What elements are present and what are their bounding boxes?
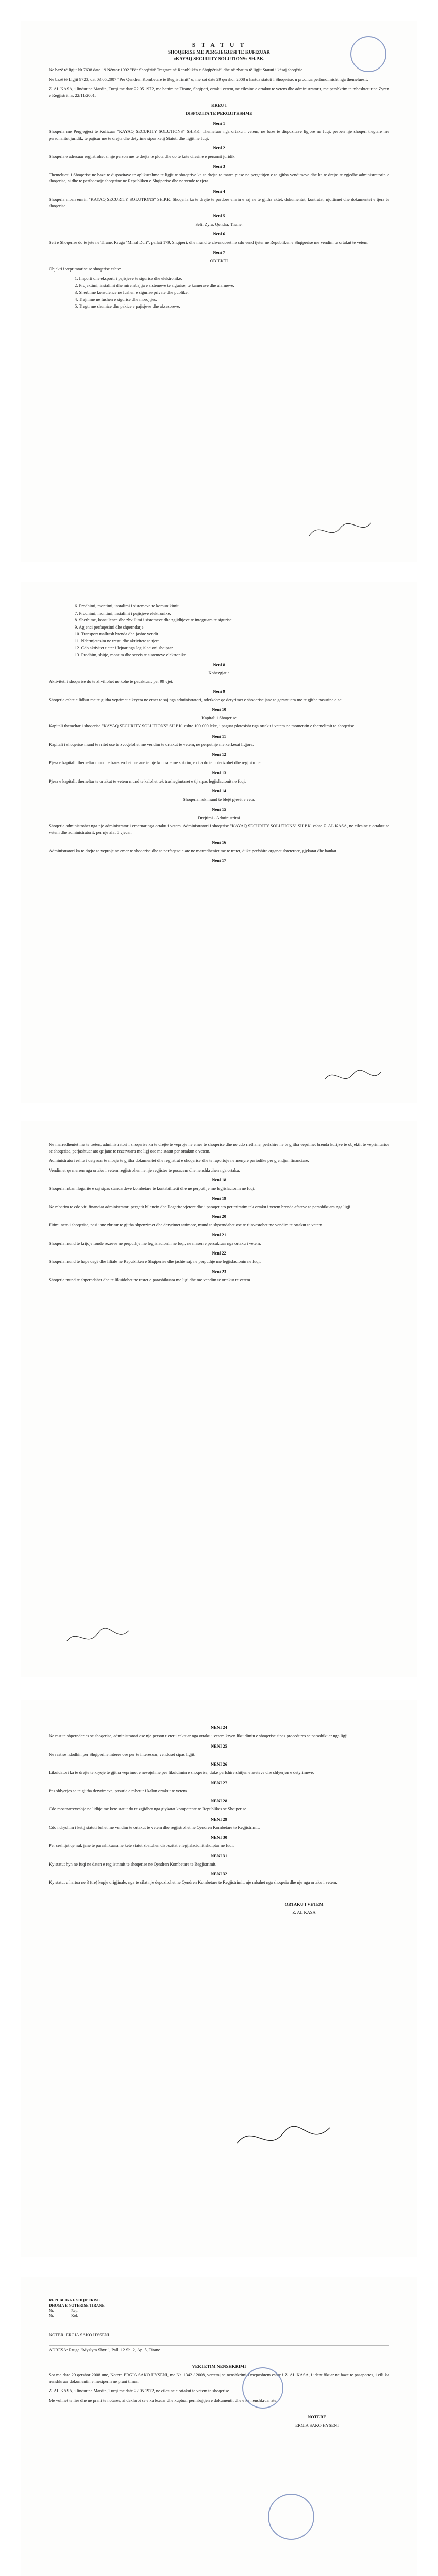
notary-address: ADRESA: Rruga "Myslym Shyri", Pall. 12 Sh. 2, Ap. 5, Tirane — [49, 2347, 160, 2352]
article-heading: NENI 30 — [211, 1835, 227, 1840]
article-text: Administratori eshte i detyruar te mbaje te gjitha dokumentet dhe regjistrat e shoqerise dhe te raportoje ne menyre periodike per gjendjen financiare. — [49, 1158, 309, 1163]
article-text: Ne rast se ndodhin per Shqiperine interes ose per te interesuar, vendoset sipas ligjit. — [49, 1751, 196, 1757]
list-item: 3. Sherbime konsulence ne fushen e sigurise private dhe publike. — [75, 290, 189, 295]
article-heading: NENI 29 — [211, 1816, 227, 1822]
article-heading: Neni 8 — [213, 662, 225, 667]
notary-title: NOTERE — [308, 2414, 326, 2419]
article-text: Shoqeria e adresuar regjistrohet si nje person me te drejta te plota dhe do te kete cilesine e personit juridik. — [49, 154, 236, 159]
article-heading: Neni 18 — [212, 1177, 226, 1182]
article-heading: NENI 27 — [211, 1780, 227, 1785]
article-text: Ne marredheniet me te treten, administratori i shoqerise ka te drejte te veproje ne emer te shoqerise dhe ne cdo rrethane, perfshire ne te gjitha veprimet brenda kufijve te objektit te veprimtarise se shoqerise, perjashtuar ato qe jane te rezervuara me ligj ose me statut per ortakun e vetem. — [49, 1142, 389, 1154]
article-text: Shoqeria nuk mund te blejë pjesët e veta. — [183, 796, 255, 802]
handwritten-signature-icon — [21, 582, 417, 1103]
article-text: Shoqeria mban emrin "KAYAQ SECURITY SOLUTIONS" SH.P.K. Shoqeria ka te drejte te perdore emrin e saj ne te gjitha aktet, dokumentet, kontratat, njoftimet dhe dokumentet e tjera te shoqerise. — [49, 196, 389, 208]
article-text: Objekti i veprimtarise se shoqerise eshte: — [49, 266, 121, 272]
notary-signature-block — [49, 2414, 389, 2428]
article-heading: Neni 16 — [212, 839, 226, 845]
intro-paragraph-1: Ne bazë të ligjit Nr.7638 date 19 Nëntor 1992 "Për Shoqëritë Tregtare në Republikën e Shqipërisë" dhe në zbatim të ligjit Statuti i kësaj shoqërie. — [49, 67, 304, 72]
article-heading: NENI 32 — [211, 1871, 227, 1876]
list-item: 13. Prodhim, shitje, montim dhe servis te sistemeve elektronike. — [75, 652, 188, 657]
list-item: 6. Prodhimi, montimi, instalimi i sistemeve te komunikimit. — [75, 603, 180, 608]
article-text: Shoqeria mund te krijoje fonde rezerve ne perputhje me legjislacionin ne fuqi, ne masen e percaktuar nga ortaku i vetem. — [49, 1240, 261, 1246]
article-subtitle: OBJEKTI — [210, 258, 228, 263]
list-item: 5. Tregti me shumice dhe pakice e pajisjeve dhe aksesoreve. — [75, 303, 180, 309]
article-text: Administratori ka te drejte te veproje ne emer te shoqerise dhe te perfaqesoje ate ne marredheniet me te tretet, duke perfshire organet shteterore, gjykatat dhe bankat. — [49, 848, 338, 853]
article-text: Shoqeria mund te shperndahet dhe te likuidohet ne rastet e parashikuara me ligj dhe me vendim te ortakut te vetem. — [49, 1277, 251, 1282]
article-heading: Neni 6 — [213, 231, 225, 236]
article-text: Per ceshtjet qe nuk jane te parashikuara ne kete statut zbatohen dispozitat e legjislacionit shqiptar ne fuqi. — [49, 1843, 234, 1848]
article-heading: NENI 25 — [211, 1743, 227, 1749]
list-item: 10. Transport mallrash brenda dhe jashte vendit. — [75, 631, 159, 636]
list-item: 12. Cdo aktivitet tjeter i lejuar nga legjislacioni shqiptar. — [75, 645, 174, 650]
statute-heading-line-2: «KAYAQ SECURITY SOLUTIONS» SH.P.K. — [173, 56, 265, 61]
article-heading: Neni 12 — [212, 752, 226, 757]
divider — [49, 2345, 389, 2346]
article-text: Ne mbarim te cdo viti financiar administratori pergatit bilancin dhe llogarite vjetore dhe i paraqet ato per miratim tek ortaku i vetem brenda afateve te parashikuara nga ligji. — [49, 1204, 352, 1209]
article-text: Likuidatori ka te drejte te kryeje te gjitha veprimet e nevojshme per likuidimin e shoqerise, duke perfshire shitjen e aseteve dhe shlyerjen e detyrimeve. — [49, 1770, 314, 1775]
notary-name: NOTER: ERGIA SAKO HYSENI — [49, 2332, 109, 2337]
article-text: Seli: Zyra: Qendra, Tirane. — [195, 221, 243, 227]
article-heading: Neni 14 — [212, 788, 226, 793]
article-text: Cdo mosmarreveshje ne lidhje me kete statut do te zgjidhet nga gjykatat kompetente te Republikes se Shqiperise. — [49, 1806, 247, 1811]
article-heading: Neni 1 — [213, 121, 225, 126]
certificate-text: Me vullnet te lire dhe ne prani te notares, ai deklaroi se e ka lexuar dhe kuptuar permbajtjen e dokumentit dhe e ka nenshkruar ate. — [49, 2397, 278, 2403]
intro-paragraph-2: Ne bazë të Ligjit 9723, dat 03.05.2007 "Per Qendren Kombetare te Regjistrimit" u, me sot date 29 qershor 2008 u hartua statuti i Shoqerise, u prodhua perfundimisht nga themeluesit: — [49, 76, 368, 82]
article-text: Pas shlyerjes se te gjitha detyrimeve, pasuria e mbetur i kalon ortakut te vetem. — [49, 1788, 188, 1793]
article-heading: Neni 11 — [212, 733, 226, 739]
chapter-subtitle: DISPOZITA TE PERGJITHSHME — [186, 111, 252, 116]
article-text: Ne rast te shperndarjes se shoqerise, administratori ose nje person tjeter i caktuar nga ortaku i vetem kryen likuidimin e shoqerise sipas procedures se parashikuar nga ligji. — [49, 1733, 349, 1738]
notary-seal-icon — [242, 2367, 283, 2409]
article-text: Ky statut hyn ne fuqi ne daten e regjistrimit te shoqerise ne Qendren Kombetare te Regjistrimit. — [49, 1861, 217, 1867]
article-heading: Neni 3 — [213, 163, 225, 169]
list-item: 11. Ndermjetesim ne tregti dhe aktivitete te tjera. — [75, 638, 161, 643]
certificate-text: Sot me date 29 qershor 2008 une, Notere ERGIA SAKO HYSENI, me Nr. 1342 / 2008, vertetoj se nenshkrimi i meposhtem eshte i Z. AL KASA, i identifikuar ne baze te pasaportes, i cili ka nenshkruar dokumentin e mesiperm ne prani timen. — [49, 2372, 389, 2384]
founder-paragraph: Z. AL KASA, i lindur ne Mardin, Turqi me date 22.05.1972, me banim ne Tirane, Shqiperi, ortak i vetem, ne cilesine e ortakut te vetem dhe administratorit, me pershkrim te mbeshtetur ne Zyren e Regjistrit nr. 22/11/2001. — [49, 86, 389, 98]
article-heading: NENI 28 — [211, 1798, 227, 1803]
article-text: Shoqeria administrohet nga nje administrator i emeruar nga ortaku i vetem. Administratori i shoqerise "KAYAQ SECURITY SOLUTIONS" SH.P.K. eshte Z. AL KASA, ne cilesine e ortakut te vetem dhe administratorit, per nje afat 5 vjecar. — [49, 823, 389, 835]
document-page-3 — [21, 1121, 417, 1677]
article-heading: Neni 10 — [212, 707, 226, 712]
registry-number: Nr. ________ Rep. — [49, 2308, 79, 2313]
office-label: DHOMA E NOTERISE TIRANE — [49, 2303, 105, 2308]
list-item: 4. Trajnime ne fushen e sigurise dhe mbrojtjes. — [75, 296, 157, 302]
certificate-title: VERTETIM NENSHKRIMI — [192, 2364, 246, 2369]
article-heading: NENI 31 — [211, 1853, 227, 1858]
article-heading: Neni 5 — [213, 213, 225, 218]
article-text: Fitimi neto i shoqerise, pasi jane zbritur te gjitha shpenzimet dhe detyrimet tatimore, mund te shperndahet ose te riinvestohet me vendim te ortakut te vetem. — [49, 1222, 324, 1227]
list-item: 8. Sherbime, konsulence dhe zhvillimi i sistemeve dhe zgjidhjeve te integruara te sigurise. — [75, 617, 233, 622]
article-heading: Neni 23 — [212, 1268, 226, 1274]
document-page-2 — [21, 582, 417, 1103]
notary-stamp-icon — [268, 2494, 314, 2540]
article-subtitle: Drejtimi - Administrimi — [198, 815, 240, 820]
handwritten-signature-icon — [21, 1121, 417, 1677]
article-text: Kapitali themeltar i shoqerise "KAYAQ SECURITY SOLUTIONS" SH.P.K. eshte 100.000 leke, i paguar plotesisht nga ortaku i vetem ne momentin e themelimit te shoqerise. — [49, 723, 356, 728]
article-text: Vendimet qe merren nga ortaku i vetem regjistrohen ne nje regjister te posacem dhe nenshkruhen nga ortaku. — [49, 1167, 240, 1173]
article-text: Shoqeria mban llogarite e saj sipas standardeve kombetare te kontabilitetit dhe ne perputhje me legjislacionin ne fuqi. — [49, 1185, 256, 1191]
document-page-5 — [21, 2277, 417, 2576]
article-heading: Neni 17 — [212, 858, 226, 863]
handwritten-signature-icon — [21, 1700, 417, 2257]
article-text: Shoqeria eshte e lidhur me te gjitha veprimet e kryera ne emer te saj nga administratori, nderkohe qe detyrimet e shoqerise jane te garantuara me te gjithe pasurine e saj. — [49, 697, 344, 702]
notary-signer-name: ERGIA SAKO HYSENI — [295, 2422, 339, 2428]
certificate-text: Z. AL KASA, i lindur ne Mardin, Turqi me date 22.05.1972, ne cilesine e ortakut te vetem te shoqerise. — [49, 2388, 230, 2393]
article-text: Ky statut u hartua ne 3 (tre) kopje origjinale, nga te cilat nje depozitohet ne Qendren Kombetare te Regjistrimit, nje mbahet nga shoqeria dhe nje nga ortaku i vetem. — [49, 1879, 338, 1885]
article-heading: Neni 21 — [212, 1232, 226, 1238]
article-text: Cdo ndryshim i ketij statuti behet me vendim te ortakut te vetem dhe regjistrohet ne Qendren Kombetare te Regjistrimit. — [49, 1824, 260, 1830]
article-heading: Neni 2 — [213, 145, 225, 150]
collection-number: Nr. ________ Kol. — [49, 2313, 78, 2318]
article-text: Seli e Shoqerise do te jete ne Tirane, Rruga "Mihal Duri", pallati 179, Shqiperi, dhe mund te zhvendoset ne cdo vend tjeter ne Republiken e Shqiperise me vendim te ortakut te vetem. — [49, 240, 369, 245]
article-text: Shoqeria me Pergjegjesi te Kufizuar "KAYAQ SECURITY SOLUTIONS" SH.P.K. Themeluar nga ortaku i vetem, ne baze te dispozitave ligjore ne fuqi, perben nje shoqeri tregtare me personalitet juridik, te pajisur me te drejta dhe detyrime sipas ketij Statuti dhe ligjit ne fuqi. — [49, 129, 389, 141]
article-heading: Neni 9 — [213, 688, 225, 694]
article-heading: Neni 19 — [212, 1195, 226, 1201]
statute-heading-line-1: SHOQERISE ME PERGJEGJESI TE KUFIZUAR — [168, 49, 270, 55]
article-text: Aktiviteti i shoqerise do te zhvillohet ne kohe te pacaktuar, per 99 vjet. — [49, 679, 173, 684]
country-label: REPUBLIKA E SHQIPERISE — [49, 2298, 100, 2302]
article-text: Shoqeria mund te hape degë dhe filiale ne Republiken e Shqiperise dhe jashte saj, ne perputhje me legjislacionin ne fuqi. — [49, 1259, 261, 1264]
article-text: Themeluesi i Shoqerise ne baze te dispozitave te aplikueshme te ligjit te shoqerive ka te drejte te marre pjese ne pergatitjen e te gjitha vendimeve dhe ka te drejte te zgjedhe administratorin e shoqerise, si dhe te perfaqesoje shoqerine ne Republiken e Shqiperise dhe ne vende te tjera. — [49, 172, 389, 183]
article-heading: Neni 20 — [212, 1214, 226, 1219]
document-page-4 — [21, 1700, 417, 2257]
list-item: 9. Agjenci perfaqesimi dhe shperndarje. — [75, 624, 145, 630]
chapter-title: KREU I — [211, 103, 227, 108]
list-item: 2. Projektimi, instalimi dhe mirembajtja e sistemeve te sigurise, te kamerave dhe alarmeve. — [75, 282, 234, 288]
notary-header — [49, 2298, 389, 2318]
article-subtitle: Kohezgjatja — [208, 670, 230, 675]
article-heading: Neni 15 — [212, 806, 226, 812]
article-heading: Neni 7 — [213, 249, 225, 255]
list-item: 1. Importi dhe eksporti i pajisjeve te sigurise dhe elektronike. — [75, 276, 182, 281]
article-text: Pjesa e kapitalit themeltar mund te transferohet me ane te nje kontrate me shkrim, e cila do te noterizohet dhe regjistrohet. — [49, 760, 263, 765]
article-text: Pjesa e kapitalit themeltar te ortakut te vetem mund te kalohet tek trashegimtaret e tij sipas legjislacionit ne fuqi. — [49, 778, 246, 784]
article-subtitle: Kapitali i Shoqerise — [201, 715, 237, 720]
signature-name: Z. AL KASA — [292, 1909, 316, 1915]
article-heading: Neni 13 — [212, 770, 226, 775]
handwritten-signature-icon — [21, 21, 417, 562]
signature-heading: ORTAKU I VETEM — [284, 1901, 324, 1907]
document-page-1 — [21, 21, 417, 562]
article-heading: NENI 26 — [211, 1761, 227, 1767]
statute-title: S T A T U T — [192, 41, 246, 48]
article-heading: Neni 22 — [212, 1250, 226, 1256]
article-heading: NENI 24 — [211, 1725, 227, 1730]
article-heading: Neni 4 — [213, 188, 225, 194]
list-item: 7. Prodhimi, montimi, instalimi i pajisjeve elektronike. — [75, 610, 171, 616]
article-text: Kapitali i shoqerise mund te rritet ose te zvogelohet me vendim te ortakut te vetem, ne perputhje me kerkesat ligjore. — [49, 741, 254, 747]
